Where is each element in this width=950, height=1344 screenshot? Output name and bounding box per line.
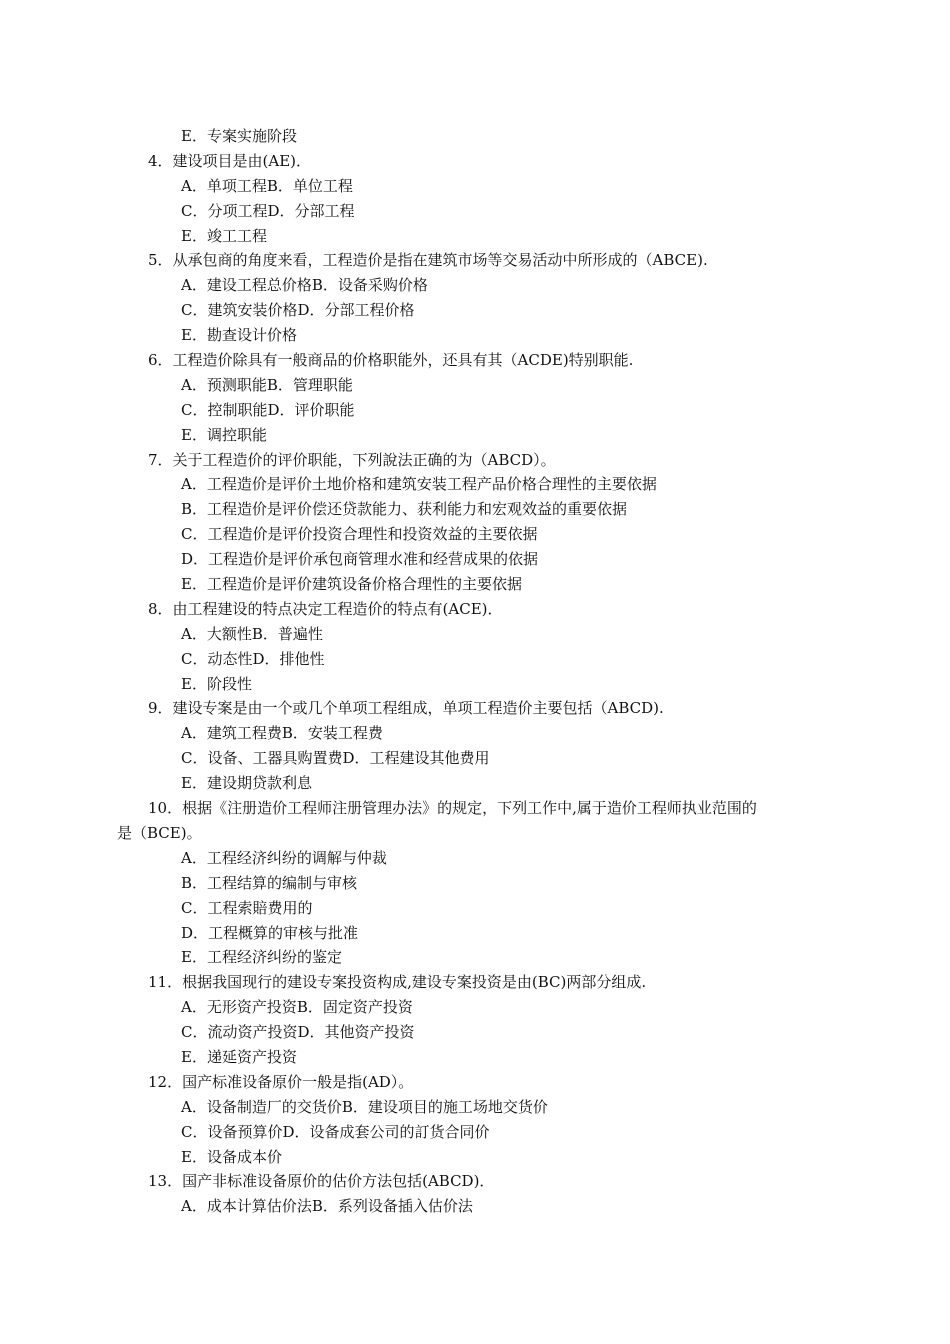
option-line: A．建设工程总价格B．设备采购价格 xyxy=(181,276,428,295)
option-line: C．动态性D．排他性 xyxy=(181,649,325,668)
option-line: C．控制职能D．评价职能 xyxy=(181,400,355,419)
question-continuation-line: 是（BCE)。 xyxy=(117,823,202,842)
option-line: E．专案实施阶段 xyxy=(181,127,297,145)
option-line: A．无形资产投资B．固定资产投资 xyxy=(181,998,413,1017)
question-line: 10．根据《注册造价工程师注册管理办法》的规定，下列工作中,属于造价工程师执业范围的 xyxy=(148,799,757,818)
option-line: A．工程经济纠纷的调解与仲裁 xyxy=(181,848,387,867)
option-line: A．单项工程B．单位工程 xyxy=(181,176,353,195)
option-line: C．设备、工器具购置费D．工程建设其他费用 xyxy=(181,749,490,768)
question-line: 11．根据我国现行的建设专案投资构成,建设专案投资是由(BC)两部分组成. xyxy=(148,973,647,992)
question-line: 6．工程造价除具有一般商品的价格职能外，还具有其（ACDE)特别职能. xyxy=(148,351,634,370)
question-line: 12．国产标准设备原价一般是指(AD）。 xyxy=(148,1072,414,1091)
option-line: E．工程经济纠纷的鉴定 xyxy=(181,948,342,967)
option-line: E．勘查设计价格 xyxy=(181,326,297,345)
question-line: 4．建设项目是由(AE)． xyxy=(148,151,312,170)
option-line: A．设备制造厂的交货价B．建设项目的施工场地交货价 xyxy=(181,1097,548,1116)
option-line: C．建筑安装价格D．分部工程价格 xyxy=(181,301,415,320)
option-line: E．工程造价是评价建筑设备价格合理性的主要依据 xyxy=(181,575,522,594)
option-line: A．大额性B．普遍性 xyxy=(181,624,323,643)
document-body xyxy=(0,124,950,1219)
option-line: A．预测职能B．管理职能 xyxy=(181,375,353,394)
option-line: A．工程造价是评价土地价格和建筑安装工程产品价格合理性的主要依据 xyxy=(181,475,657,494)
option-line: C．分项工程D．分部工程 xyxy=(181,201,355,220)
option-line: E．调控职能 xyxy=(181,425,267,444)
option-line: D．工程造价是评价承包商管理水准和经营成果的依据 xyxy=(181,550,539,569)
question-line: 8．由工程建设的特点决定工程造价的特点有(ACE)． xyxy=(148,599,503,618)
option-line: C．设备预算价D．设备成套公司的訂货合同价 xyxy=(181,1122,490,1141)
option-line: B．工程结算的编制与审核 xyxy=(181,873,358,892)
question-line: 7．关于工程造价的评价职能，下列說法正确的为（ABCD）。 xyxy=(148,450,556,469)
option-line: E．设备成本价 xyxy=(181,1147,282,1166)
option-line: E．建设期贷款利息 xyxy=(181,774,312,793)
question-line: 5．从承包商的角度来看，工程造价是指在建筑市场等交易活动中所形成的（ABCE). xyxy=(148,251,708,270)
option-line: A．成本计算估价法B．系列设备插入估价法 xyxy=(181,1197,473,1216)
question-line: 13．国产非标准设备原价的估价方法包括(ABCD)． xyxy=(148,1172,495,1191)
option-line: C．流动资产投资D．其他资产投资 xyxy=(181,1023,415,1042)
option-line: E．阶段性 xyxy=(181,674,252,693)
option-line: D．工程概算的审核与批准 xyxy=(181,923,359,942)
option-line: E．递延资产投资 xyxy=(181,1047,297,1066)
option-line: E．竣工工程 xyxy=(181,226,267,245)
question-line: 9．建设专案是由一个或几个单项工程组成，单项工程造价主要包括（ABCD). xyxy=(148,699,664,718)
option-line: B．工程造价是评价偿还贷款能力、获利能力和宏观效益的重要依据 xyxy=(181,500,628,519)
option-line: C．工程造价是评价投资合理性和投资效益的主要依据 xyxy=(181,525,538,544)
option-line: C．工程索賠费用的 xyxy=(181,898,313,917)
option-line: A．建筑工程费B．安装工程费 xyxy=(181,724,383,743)
